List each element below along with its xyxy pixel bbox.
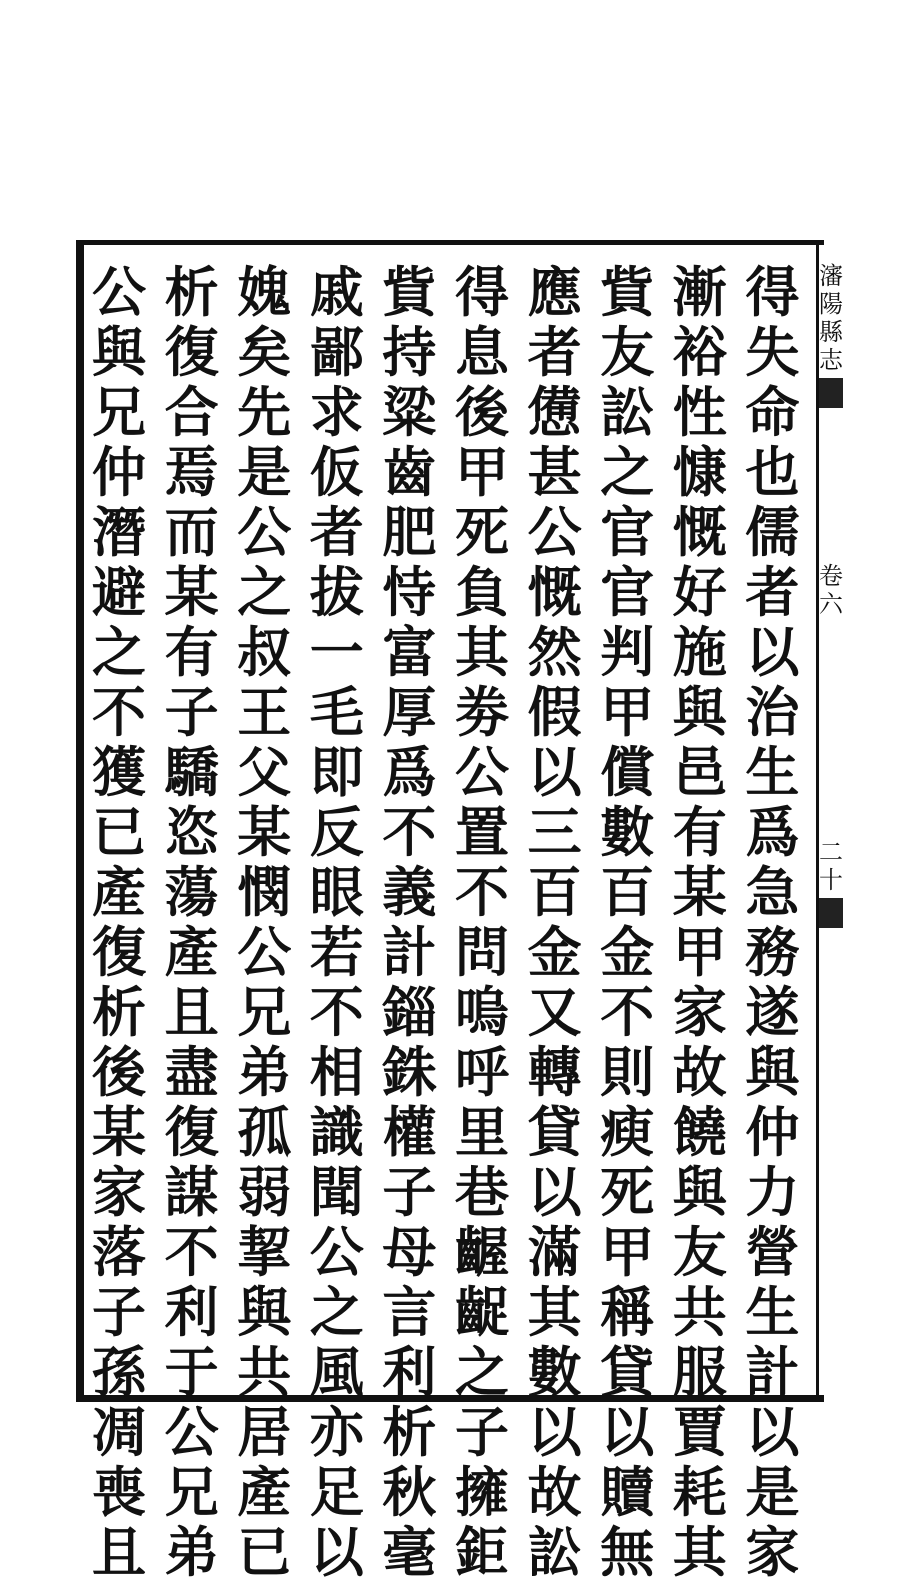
text-char: 營 (745, 1220, 800, 1284)
text-char: 急 (745, 860, 800, 924)
text-char: 毛 (309, 680, 364, 744)
text-char: 若 (309, 920, 364, 984)
text-char: 公 (164, 1400, 219, 1464)
text-char: 力 (745, 1160, 800, 1224)
text-char: 公 (455, 740, 509, 804)
text-char: 復 (164, 1100, 219, 1164)
text-char: 言 (382, 1280, 437, 1344)
text-char: 恃 (382, 560, 437, 624)
text-char: 擁 (455, 1460, 509, 1524)
text-char: 後 (455, 380, 509, 444)
text-char: 弱 (237, 1160, 292, 1224)
text-char: 落 (92, 1220, 146, 1284)
text-char: 生 (745, 740, 800, 804)
text-char: 產 (164, 920, 219, 984)
text-char: 稱 (600, 1280, 655, 1344)
margin-juan-number (819, 562, 843, 618)
text-char: 盡 (164, 1040, 219, 1104)
margin-title-char: 縣 (819, 318, 843, 346)
text-char: 劵 (455, 680, 509, 744)
text-char: 子 (164, 680, 219, 744)
text-char: 仲 (745, 1100, 800, 1164)
text-char: 以 (600, 1400, 655, 1464)
text-char: 肥 (382, 500, 437, 564)
text-char: 王 (237, 680, 292, 744)
text-char: 共 (672, 1280, 727, 1344)
text-char: 與 (745, 1040, 800, 1104)
text-char: 甲 (672, 920, 727, 984)
text-char: 以 (309, 1520, 364, 1584)
text-char: 賈 (672, 1400, 727, 1464)
text-char: 粱 (382, 380, 437, 444)
text-char: 而 (164, 500, 219, 564)
text-char: 聞 (309, 1160, 364, 1224)
text-char: 儒 (745, 500, 800, 564)
text-char: 以 (745, 620, 800, 684)
margin-juan-char: 六 (819, 590, 843, 618)
text-char: 公 (309, 1220, 364, 1284)
text-char: 計 (382, 920, 437, 984)
text-char: 孫 (92, 1340, 146, 1404)
text-char: 眼 (309, 860, 364, 924)
margin-folio-char: 十 (819, 866, 843, 894)
text-char: 無 (600, 1520, 655, 1584)
text-char: 于 (164, 1340, 219, 1404)
text-char: 凋 (92, 1400, 146, 1464)
text-char: 之 (600, 440, 655, 504)
text-char: 其 (455, 620, 509, 684)
text-char: 則 (600, 1040, 655, 1104)
text-char: 風 (309, 1340, 364, 1404)
text-char: 與 (92, 320, 146, 384)
text-char: 某 (92, 1100, 146, 1164)
text-char: 不 (455, 860, 509, 924)
margin-book-title (819, 262, 843, 374)
text-char: 家 (92, 1160, 146, 1224)
text-char: 秋 (382, 1460, 437, 1524)
text-char: 得 (455, 260, 509, 324)
text-char: 鄙 (309, 320, 364, 384)
text-char: 與 (672, 680, 727, 744)
text-char: 者 (745, 560, 800, 624)
text-char: 故 (672, 1040, 727, 1104)
text-column (449, 260, 515, 1584)
text-char: 足 (309, 1460, 364, 1524)
text-char: 公 (237, 920, 292, 984)
text-char: 不 (382, 800, 437, 864)
text-char: 析 (164, 260, 219, 324)
text-char: 驕 (164, 740, 219, 804)
text-char: 厚 (382, 680, 437, 744)
text-char: 百 (600, 860, 655, 924)
text-char: 金 (527, 920, 582, 984)
text-char: 息 (455, 320, 509, 384)
text-char: 挈 (237, 1220, 292, 1284)
margin-title-char: 瀋 (819, 262, 843, 290)
text-char: 甚 (527, 440, 582, 504)
text-char: 仲 (92, 440, 146, 504)
text-char: 訟 (527, 1520, 582, 1584)
text-char: 之 (237, 560, 292, 624)
text-char: 嗚 (455, 980, 509, 1044)
text-char: 家 (745, 1520, 800, 1584)
text-char: 恣 (164, 800, 219, 864)
text-char: 兄 (237, 980, 292, 1044)
text-char: 不 (309, 980, 364, 1044)
text-char: 又 (527, 980, 582, 1044)
text-char: 償 (600, 740, 655, 804)
text-char: 也 (745, 440, 800, 504)
text-char: 遂 (745, 980, 800, 1044)
text-char: 死 (600, 1160, 655, 1224)
text-char: 以 (527, 1400, 582, 1464)
text-char: 戚 (309, 260, 364, 324)
text-char: 者 (527, 320, 582, 384)
text-char: 以 (745, 1400, 800, 1464)
text-char: 某 (672, 860, 727, 924)
text-char: 施 (672, 620, 727, 684)
text-char: 金 (600, 920, 655, 984)
text-char: 且 (164, 980, 219, 1044)
text-char: 富 (382, 620, 437, 684)
text-char: 死 (455, 500, 509, 564)
text-char: 三 (527, 800, 582, 864)
text-char: 產 (92, 860, 146, 924)
text-char: 數 (527, 1340, 582, 1404)
text-char: 不 (92, 680, 146, 744)
text-char: 有 (672, 800, 727, 864)
fishtail-mark-icon (819, 378, 843, 408)
text-char: 憊 (527, 380, 582, 444)
text-char: 置 (455, 800, 509, 864)
text-char: 問 (455, 920, 509, 984)
text-char: 媿 (237, 260, 292, 324)
text-char: 錙 (382, 980, 437, 1044)
text-char: 生 (745, 1280, 800, 1344)
text-char: 之 (455, 1340, 509, 1404)
text-char: 已 (237, 1520, 292, 1584)
text-char: 爲 (382, 740, 437, 804)
text-column (594, 260, 660, 1584)
text-char: 故 (527, 1460, 582, 1524)
text-char: 以 (527, 740, 582, 804)
text-column (231, 260, 297, 1584)
text-char: 齒 (382, 440, 437, 504)
text-char: 獲 (92, 740, 146, 804)
text-char: 公 (92, 260, 146, 324)
margin-juan-char: 卷 (819, 562, 843, 590)
text-char: 析 (92, 980, 146, 1044)
text-column (522, 260, 588, 1584)
text-char: 甲 (600, 680, 655, 744)
text-char: 應 (527, 260, 582, 324)
text-char: 不 (164, 1220, 219, 1284)
text-char: 合 (164, 380, 219, 444)
margin-title-char: 志 (819, 346, 843, 374)
text-char: 貲 (600, 260, 655, 324)
text-char: 矣 (237, 320, 292, 384)
text-char: 權 (382, 1100, 437, 1164)
text-column (86, 260, 152, 1584)
text-char: 官 (600, 560, 655, 624)
text-char: 其 (672, 1520, 727, 1584)
text-char: 拔 (309, 560, 364, 624)
text-column (304, 260, 370, 1584)
text-char: 謀 (164, 1160, 219, 1224)
text-char: 共 (237, 1340, 292, 1404)
text-char: 叔 (237, 620, 292, 684)
text-char: 贖 (600, 1460, 655, 1524)
text-char: 貸 (600, 1340, 655, 1404)
text-char: 齪 (455, 1280, 509, 1344)
text-char: 居 (237, 1400, 292, 1464)
text-char: 避 (92, 560, 146, 624)
text-char: 慨 (672, 500, 727, 564)
text-char: 慨 (527, 560, 582, 624)
text-char: 之 (309, 1280, 364, 1344)
text-char: 求 (309, 380, 364, 444)
text-char: 不 (600, 980, 655, 1044)
text-char: 義 (382, 860, 437, 924)
text-char: 一 (309, 620, 364, 684)
text-char: 甲 (600, 1220, 655, 1284)
text-char: 利 (164, 1280, 219, 1344)
text-char: 性 (672, 380, 727, 444)
text-char: 後 (92, 1040, 146, 1104)
text-char: 巷 (455, 1160, 509, 1224)
text-char: 訟 (600, 380, 655, 444)
text-char: 然 (527, 620, 582, 684)
margin-folio-number (819, 838, 843, 894)
text-char: 滿 (527, 1220, 582, 1284)
text-char: 爲 (745, 800, 800, 864)
text-char: 識 (309, 1100, 364, 1164)
text-char: 友 (600, 320, 655, 384)
text-char: 蕩 (164, 860, 219, 924)
text-char: 務 (745, 920, 800, 984)
text-char: 其 (527, 1280, 582, 1344)
text-char: 即 (309, 740, 364, 804)
margin-title-char: 陽 (819, 290, 843, 318)
text-char: 銖 (382, 1040, 437, 1104)
center-margin-strip (818, 262, 844, 1362)
text-char: 饒 (672, 1100, 727, 1164)
text-char: 仮 (309, 440, 364, 504)
text-char: 數 (600, 800, 655, 864)
text-char: 是 (745, 1460, 800, 1524)
text-char: 弟 (237, 1040, 292, 1104)
text-char: 析 (382, 1400, 437, 1464)
text-char: 失 (745, 320, 800, 384)
text-char: 之 (92, 620, 146, 684)
text-char: 潛 (92, 500, 146, 564)
text-char: 兄 (92, 380, 146, 444)
text-char: 公 (237, 500, 292, 564)
text-char: 持 (382, 320, 437, 384)
text-char: 反 (309, 800, 364, 864)
text-char: 齷 (455, 1220, 509, 1284)
text-char: 邑 (672, 740, 727, 804)
text-char: 父 (237, 740, 292, 804)
text-char: 焉 (164, 440, 219, 504)
text-char: 貲 (382, 260, 437, 324)
text-char: 已 (92, 800, 146, 864)
text-char: 轉 (527, 1040, 582, 1104)
text-char: 以 (527, 1160, 582, 1224)
text-char: 弟 (164, 1520, 219, 1584)
text-char: 負 (455, 560, 509, 624)
text-char: 治 (745, 680, 800, 744)
text-char: 家 (672, 980, 727, 1044)
text-char: 公 (527, 500, 582, 564)
margin-folio-char: 二 (819, 838, 843, 866)
text-char: 好 (672, 560, 727, 624)
text-char: 呼 (455, 1040, 509, 1104)
text-column (667, 260, 733, 1584)
text-char: 百 (527, 860, 582, 924)
fishtail-mark-icon (819, 898, 843, 928)
text-char: 者 (309, 500, 364, 564)
text-char: 判 (600, 620, 655, 684)
text-char: 有 (164, 620, 219, 684)
text-char: 子 (92, 1280, 146, 1344)
text-char: 毫 (382, 1520, 437, 1584)
text-column (376, 260, 442, 1584)
text-column (739, 260, 805, 1584)
text-char: 復 (92, 920, 146, 984)
text-char: 友 (672, 1220, 727, 1284)
text-char: 利 (382, 1340, 437, 1404)
text-char: 耗 (672, 1460, 727, 1524)
text-char: 是 (237, 440, 292, 504)
text-char: 假 (527, 680, 582, 744)
text-char: 慷 (672, 440, 727, 504)
text-char: 服 (672, 1340, 727, 1404)
text-char: 孤 (237, 1100, 292, 1164)
text-char: 喪 (92, 1460, 146, 1524)
text-char: 鉅 (455, 1520, 509, 1584)
text-char: 命 (745, 380, 800, 444)
text-char: 計 (745, 1340, 800, 1404)
text-char: 與 (237, 1280, 292, 1344)
text-char: 母 (382, 1220, 437, 1284)
text-char: 某 (237, 800, 292, 864)
text-char: 憫 (237, 860, 292, 924)
text-char: 兄 (164, 1460, 219, 1524)
text-char: 瘐 (600, 1100, 655, 1164)
text-char: 漸 (672, 260, 727, 324)
text-char: 與 (672, 1160, 727, 1224)
text-char: 官 (600, 500, 655, 564)
text-char: 先 (237, 380, 292, 444)
text-char: 貸 (527, 1100, 582, 1164)
text-char: 裕 (672, 320, 727, 384)
text-char: 里 (455, 1100, 509, 1164)
text-char: 得 (745, 260, 800, 324)
text-char: 某 (164, 560, 219, 624)
text-char: 甲 (455, 440, 509, 504)
text-char: 亦 (309, 1400, 364, 1464)
text-char: 且 (92, 1520, 146, 1584)
text-column (159, 260, 225, 1584)
text-char: 子 (455, 1400, 509, 1464)
text-char: 復 (164, 320, 219, 384)
text-char: 相 (309, 1040, 364, 1104)
text-char: 產 (237, 1460, 292, 1524)
text-char: 子 (382, 1160, 437, 1224)
